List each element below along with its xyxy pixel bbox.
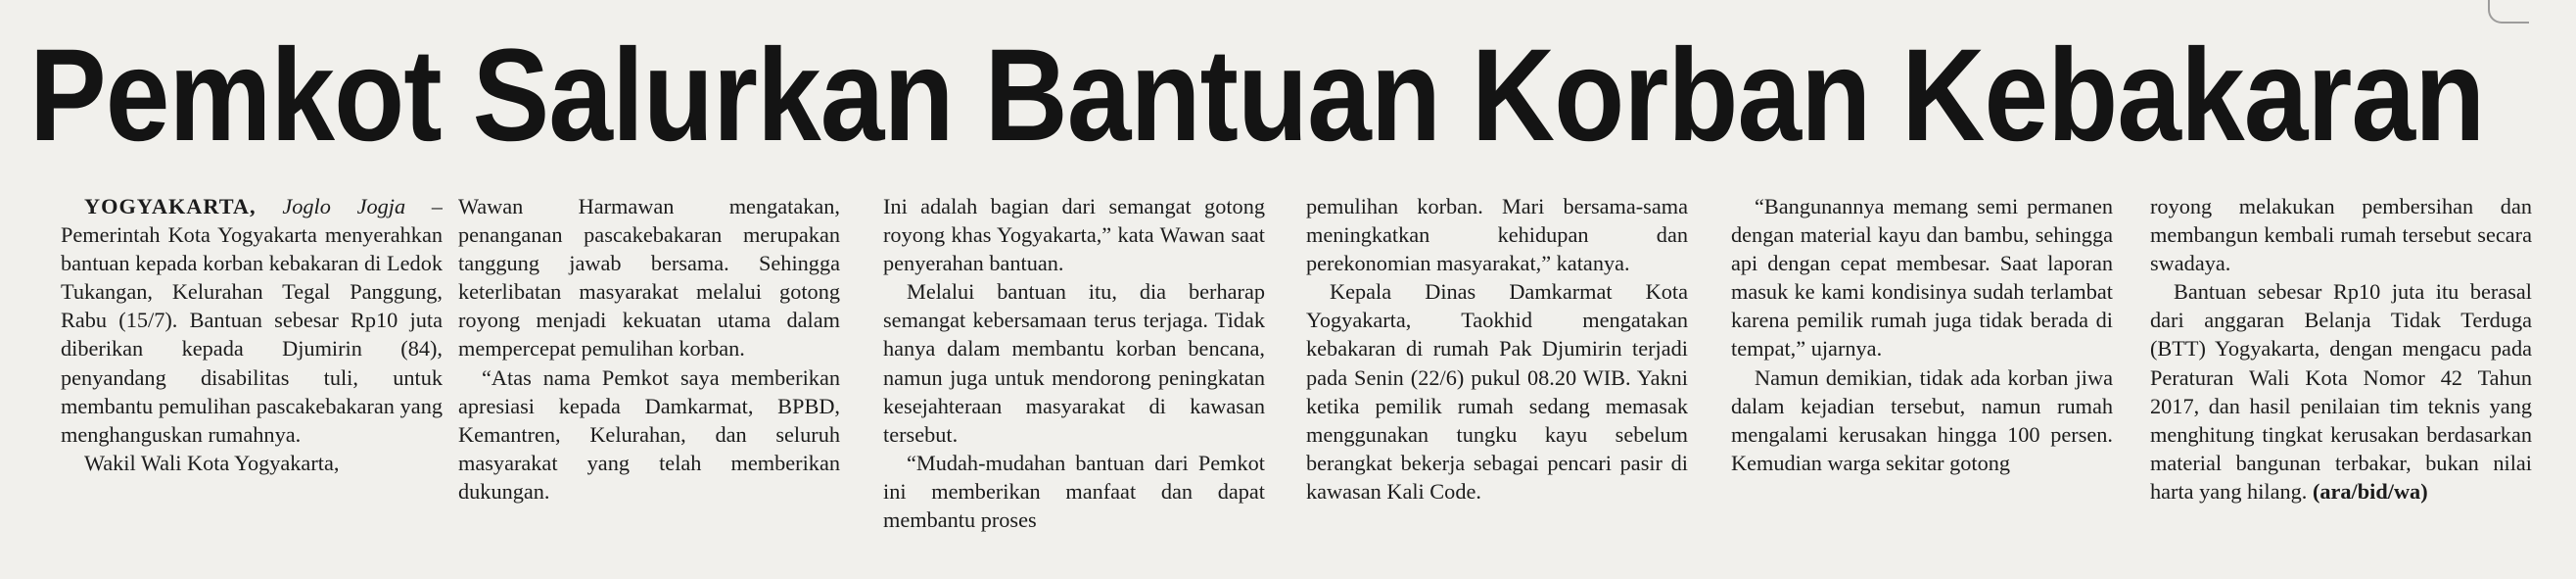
article-column-5: [1731, 192, 2113, 579]
column-1-paragraph-2: Wakil Wali Kota Yogyakarta,: [84, 450, 340, 475]
column-2-paragraph-1: Wawan Harmawan mengatakan, penanganan pascakebakaran merupakan tanggung jawab bersama. Sehingga keterlibatan masyarakat melalui gotong royong menjadi kekuatan utama dalam mempercepat pemulihan korban.: [458, 194, 840, 362]
pen-mark-decoration: [2488, 0, 2529, 24]
column-6-paragraph-2: [2150, 277, 2532, 506]
column-2-paragraph-2: “Atas nama Pemkot saya memberikan apresiasi kepada Damkarmat, BPBD, Kemantren, Kelurahan, dan seluruh masyarakat yang telah memberikan dukungan.: [458, 364, 840, 504]
article-column-3: [883, 192, 1265, 579]
column-6-text: Bantuan sebesar Rp10 juta itu berasal dari anggaran Belanja Tidak Terduga (BTT) Yogyakarta, dengan mengacu pada Peraturan Wali Kota Nomor 42 Tahun 2017, dan hasil penilaian tim teknis yang menghitung tingkat kerusakan berdasarkan material bangunan terbakar, bukan nilai harta yang hilang.: [2150, 279, 2532, 504]
byline: Joglo Jogja: [282, 194, 406, 218]
dateline: YOGYAKARTA,: [84, 194, 257, 218]
article-column-4: [1306, 192, 1688, 579]
column-3-paragraph-3: “Mudah-mudahan bantuan dari Pemkot ini memberikan manfaat dan dapat membantu proses: [883, 450, 1265, 533]
headline: Pemkot Salurkan Bantuan Korban Kebakaran: [29, 23, 2485, 169]
article-column-2: [458, 192, 840, 579]
column-4-paragraph-2: Kepala Dinas Damkarmat Kota Yogyakarta, Taokhid mengatakan kebakaran di rumah Pak Djumirin terjadi pada Senin (22/6) pukul 08.20 WIB. Yakni ketika pemilik rumah sedang memasak menggunakan tungku kayu sebelum berangkat bekerja sebagai pencari pasir di kawasan Kali Code.: [1306, 279, 1688, 504]
column-3-paragraph-2: Melalui bantuan itu, dia berharap semangat kebersamaan terus terjaga. Tidak hanya dalam membantu korban bencana, namun juga untuk mendorong peningkatan kesejahteraan masyarakat di kawasan tersebut.: [883, 279, 1265, 447]
column-6-paragraph-1: royong melakukan pembersihan dan membangun kembali rumah tersebut secara swadaya.: [2150, 194, 2532, 276]
author-signature: (ara/bid/wa): [2312, 478, 2428, 504]
article-column-1: [61, 192, 443, 579]
column-5-paragraph-2: Namun demikian, tidak ada korban jiwa dalam kejadian tersebut, namun rumah mengalami kerusakan hingga 100 persen. Kemudian warga sekitar gotong: [1731, 364, 2113, 475]
column-3-paragraph-1: Ini adalah bagian dari semangat gotong royong khas Yogyakarta,” kata Wawan saat penyerahan bantuan.: [883, 194, 1265, 276]
column-5-paragraph-1: “Bangunannya memang semi permanen dengan material kayu dan bambu, sehingga api dengan cepat membesar. Saat laporan masuk ke kami kondisinya sudah terlambat karena pemilik rumah juga tidak berada di tempat,” ujarnya.: [1731, 194, 2113, 362]
column-1-paragraph-1: [61, 192, 443, 449]
column-1-text: – Pemerintah Kota Yogyakarta menyerahkan bantuan kepada korban kebakaran di Ledok Tukangan, Kelurahan Tegal Panggung, Rabu (15/7). Bantuan sebesar Rp10 juta diberikan kepada Djumirin (84), penyandang disabilitas tuli, untuk membantu pemulihan pascakebakaran yang menghanguskan rumahnya.: [61, 194, 443, 447]
article-column-6: [2150, 192, 2532, 579]
column-4-paragraph-1: pemulihan korban. Mari bersama-sama meningkatkan kehidupan dan perekonomian masyarakat,” katanya.: [1306, 194, 1688, 276]
